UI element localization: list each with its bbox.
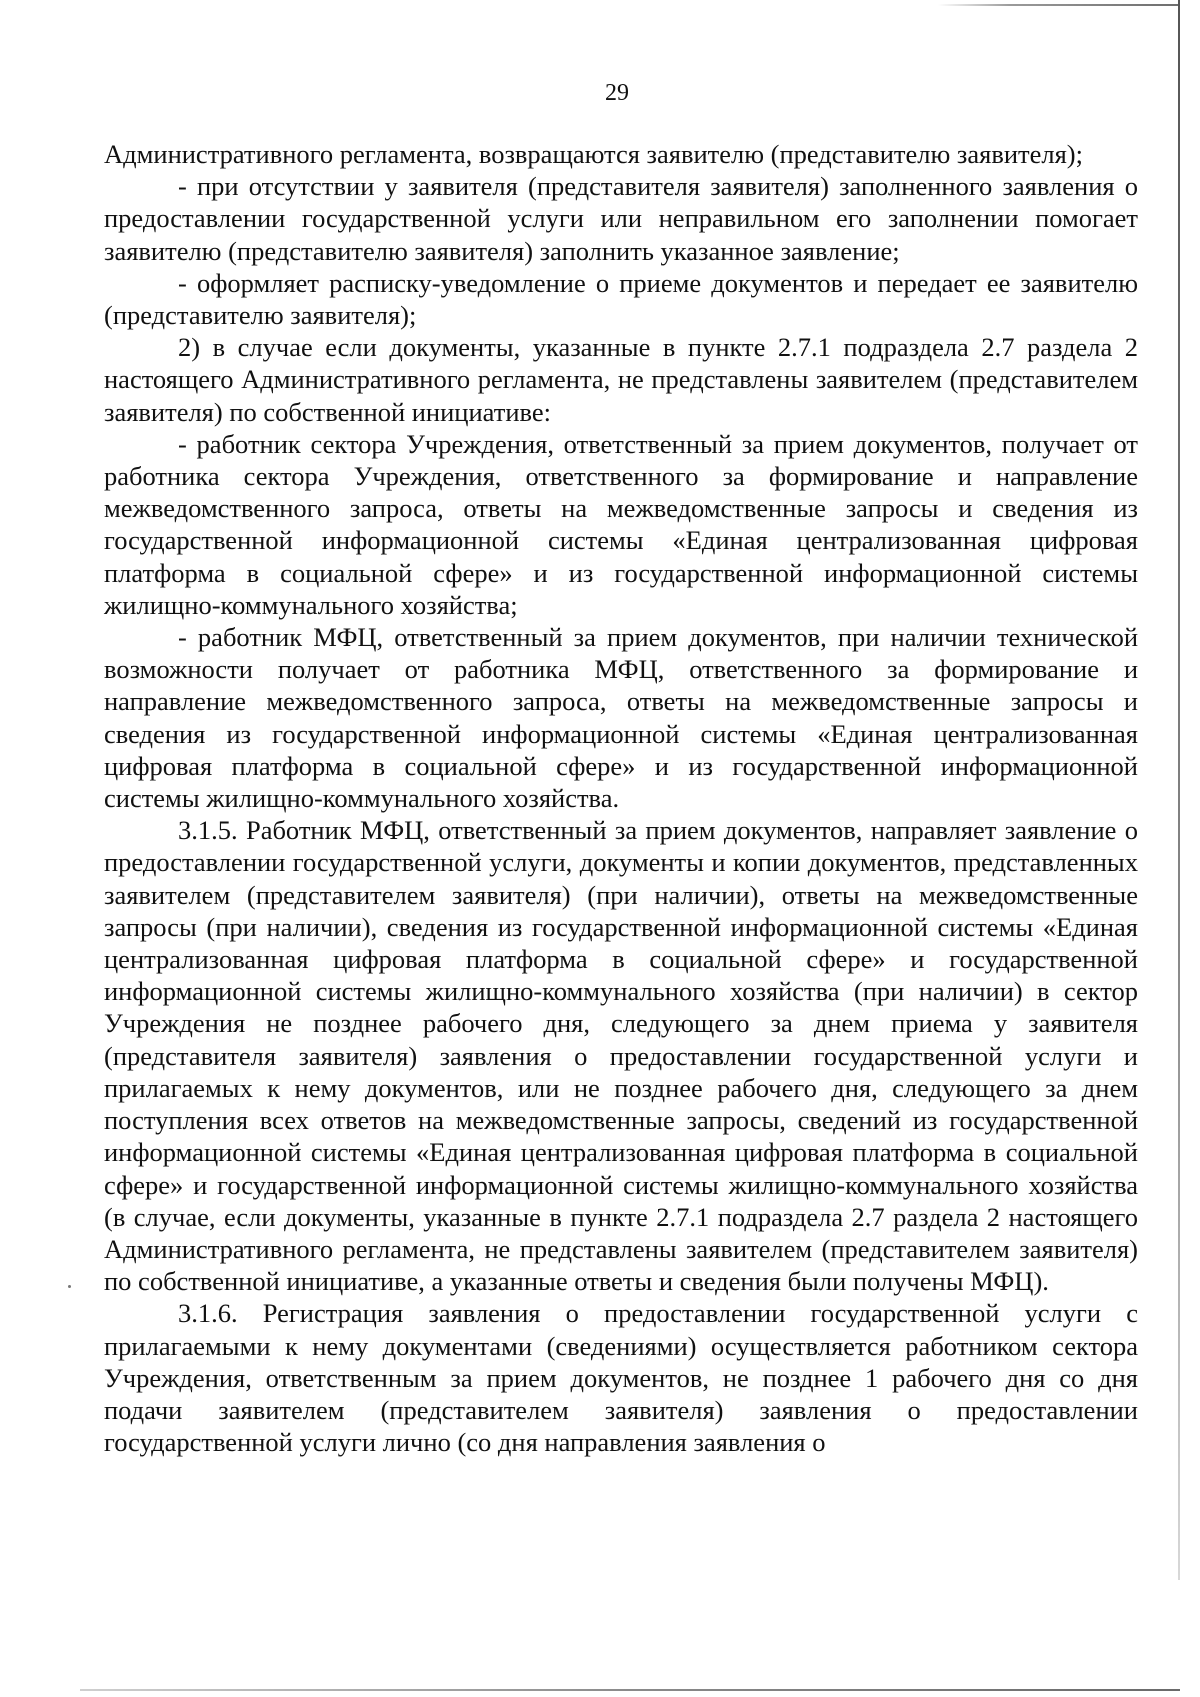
scan-speck	[68, 1285, 71, 1288]
paragraph-section-3-1-6: 3.1.6. Регистрация заявления о предоставлении государственной услуги с прилагаемыми к нему документами (сведениями) осуществляется работником сектора Учреждения, ответственным за прием документов, не позднее 1 рабочего дня со дня подачи заявителем (представителем заявителя) заявления о предоставлении государственной услуги лично (со дня направления заявления о	[104, 1298, 1138, 1458]
page-number: 29	[605, 80, 629, 106]
document-body	[104, 138, 1138, 1458]
paragraph-continuation: Административного регламента, возвращаются заявителю (представителю заявителя);	[104, 139, 1083, 169]
paragraph-receipt-notice: - оформляет расписку-уведомление о приеме документов и передает ее заявителю (представителю заявителя);	[104, 267, 1138, 331]
paragraph-mfc-worker: - работник МФЦ, ответственный за прием документов, при наличии технической возможности получает от работника МФЦ, ответственного за формирование и направление межведомственного запроса, ответы на межведомственные запросы и сведения из государственной информационной системы «Единая централизованная цифровая платформа в социальной сфере» и из государственной информационной системы жилищно-коммунального хозяйства.	[104, 622, 1138, 814]
scan-edge-top	[938, 4, 1178, 6]
paragraph-institution-worker: - работник сектора Учреждения, ответственный за прием документов, получает от работника сектора Учреждения, ответственного за формирование и направление межведомственного запроса, ответы на межведомственные запросы и сведения из государственной информационной системы «Единая централизованная цифровая платформа в социальной сфере» и из государственной информационной системы жилищно-коммунального хозяйства;	[104, 428, 1138, 620]
paragraph-section-3-1-5: 3.1.5. Работник МФЦ, ответственный за прием документов, направляет заявление о предоставлении государственной услуги, документы и копии документов, представленных заявителем (представителем заявителя) (при наличии), ответы на межведомственные запросы (при наличии), сведения из государственной информационной системы «Единая централизованная цифровая платформа в социальной сфере» и государственной информационной системы жилищно-коммунального хозяйства (при наличии) в сектор Учреждения не позднее рабочего дня, следующего за днем приема у заявителя (представителя заявителя) заявления о предоставлении государственной услуги и прилагаемых к нему документов, или не позднее рабочего дня, следующего за днем поступления всех ответов на межведомственные запросы, сведений из государственной информационной системы «Единая централизованная цифровая платформа в социальной сфере» и государственной информационной системы жилищно-коммунального хозяйства (в случае, если документы, указанные в пункте 2.7.1 подраздела 2.7 раздела 2 настоящего Административного регламента, не представлены заявителем (представителем заявителя) по собственной инициативе, а указанные ответы и сведения были получены МФЦ).	[104, 815, 1138, 1297]
scan-edge-bottom	[80, 1689, 1180, 1691]
paragraph-item-2: 2) в случае если документы, указанные в пункте 2.7.1 подраздела 2.7 раздела 2 настоящего Административного регламента, не представлены заявителем (представителем заявителя) по собственной инициативе:	[104, 332, 1138, 427]
paragraph-assist-filling: - при отсутствии у заявителя (представителя заявителя) заполненного заявления о предоставлении государственной услуги или неправильном его заполнении помогает заявителю (представителю заявителя) заполнить указанное заявление;	[104, 171, 1138, 266]
scan-edge-right	[1178, 0, 1180, 1580]
